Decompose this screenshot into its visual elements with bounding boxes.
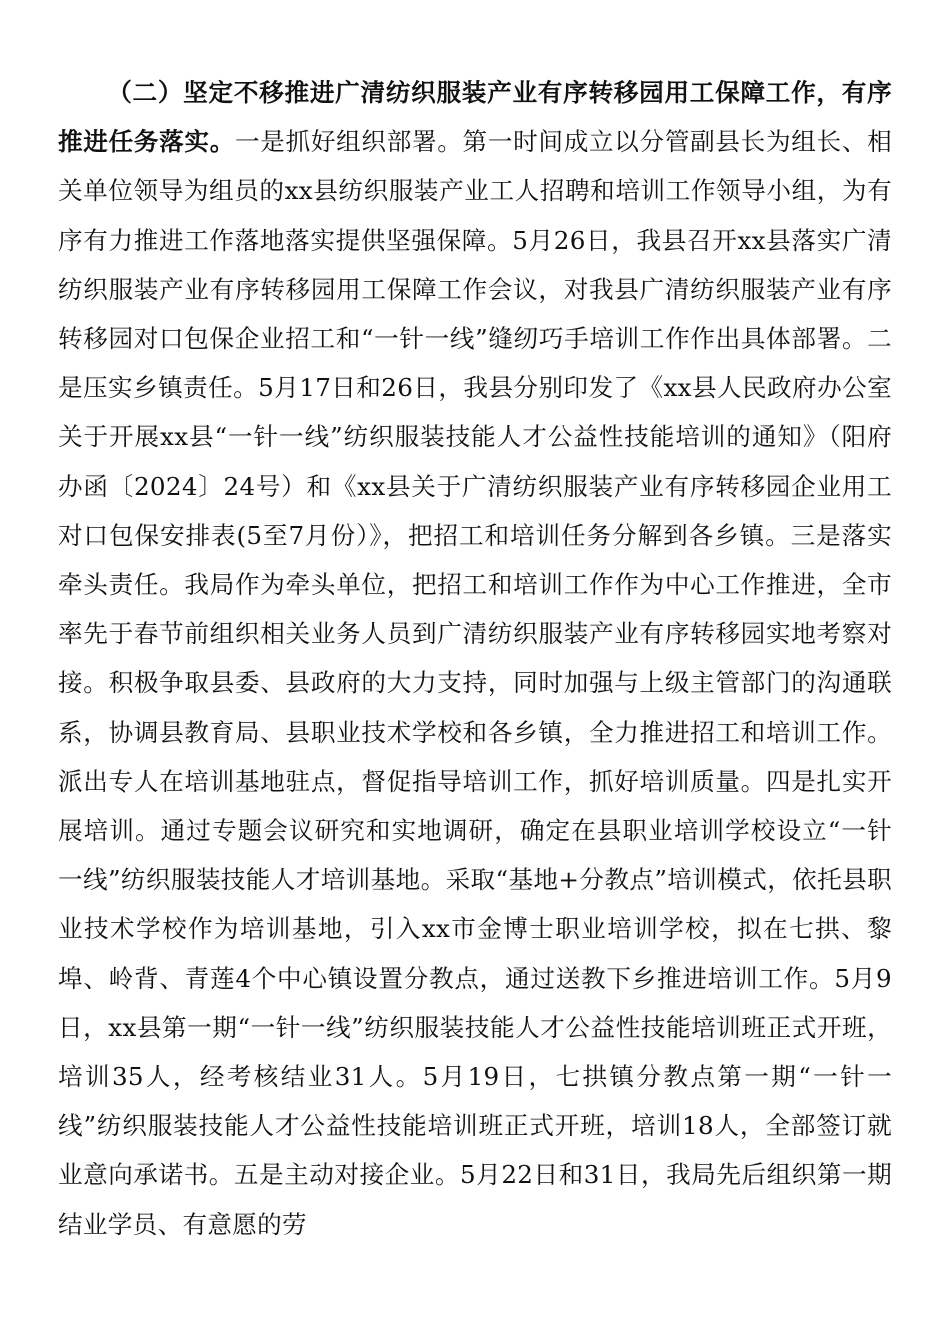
section-heading: （二）坚定不移推进广清纺织服装产业有序转移园用工保障工作，有序推进任务落实。 (58, 78, 892, 157)
paragraph-body-text: 一是抓好组织部署。第一时间成立以分管副县长为组长、相关单位领导为组员的xx县纺织服装产业工人招聘和培训工作领导小组，为有序有力推进工作落地落实提供坚强保障。5月26日，我县召开xx县落实广清纺织服装产业有序转移园用工保障工作会议，对我县广清纺织服装产业有序转移园对口包保企业招工和“一针一线”缝纫巧手培训工作作出具体部署。二是压实乡镇责任。5月17日和26日，我县分别印发了《xx县人民政府办公室关于开展xx县“一针一线”纺织服装技能人才公益性技能培训的通知》（阳府办函〔2024〕24号）和《xx县关于广清纺织服装产业有序转移园企业用工对口包保安排表(5至7月份）》，把招工和培训任务分解到各乡镇。三是落实牵头责任。我局作为牵头单位，把招工和培训工作作为中心工作推进，全市率先于春节前组织相关业务人员到广清纺织服装产业有序转移园实地考察对接。积极争取县委、县政府的大力支持，同时加强与上级主管部门的沟通联系，协调县教育局、县职业技术学校和各乡镇，全力推进招工和培训工作。派出专人在培训基地驻点，督促指导培训工作，抓好培训质量。四是扎实开展培训。通过专题会议研究和实地调研，确定在县职业培训学校设立“一针一线”纺织服装技能人才培训基地。采取“基地+分教点”培训模式，依托县职业技术学校作为培训基地，引入xx市金博士职业培训学校，拟在七拱、黎埠、岭背、青莲4个中心镇设置分教点，通过送教下乡推进培训工作。5月9日，xx县第一期“一针一线”纺织服装技能人才公益性技能培训班正式开班，培训35人，经考核结业31人。5月19日，七拱镇分教点第一期“一针一线”纺织服装技能人才公益性技能培训班正式开班，培训18人，全部签订就业意向承诺书。五是主动对接企业。5月22日和31日，我局先后组织第一期结业学员、有意愿的劳 (58, 127, 892, 1239)
body-paragraph (58, 68, 892, 1249)
